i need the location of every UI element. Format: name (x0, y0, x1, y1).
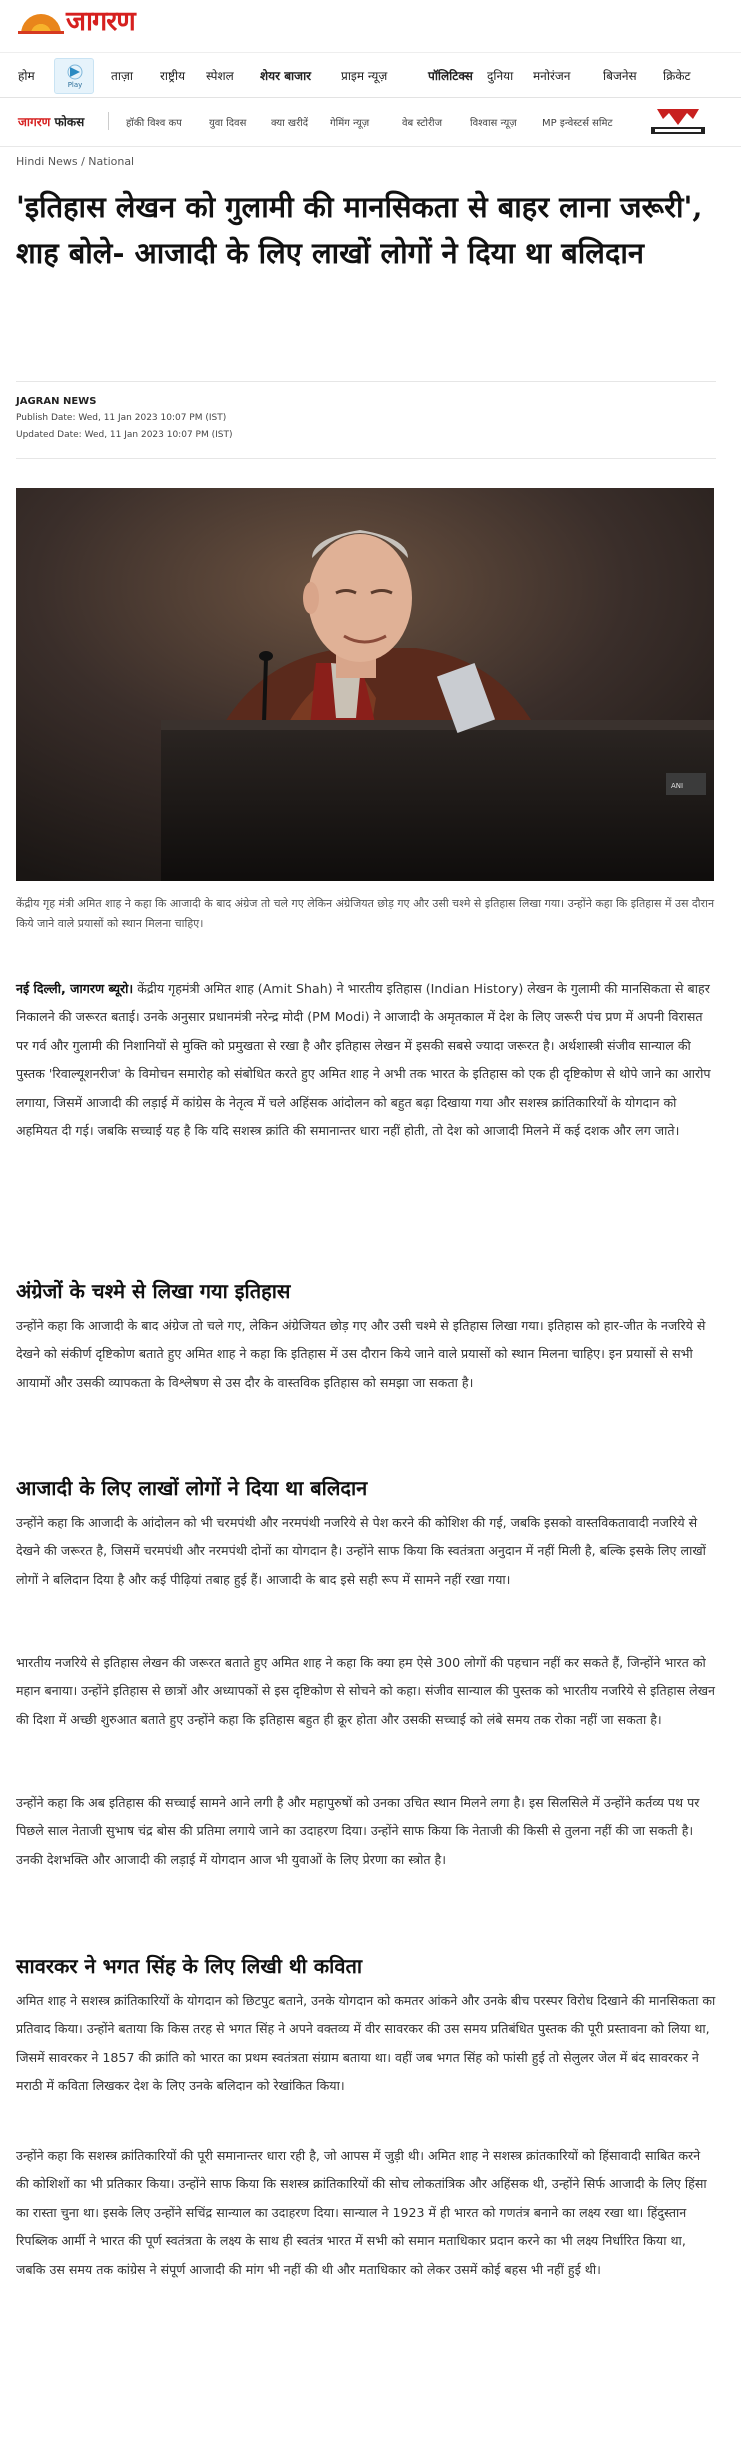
focus-item-web-stories[interactable]: वेब स्टोरीज (402, 118, 443, 129)
play-icon (67, 64, 83, 80)
nav-item-cricket[interactable]: क्रिकेट (663, 69, 691, 83)
nav-item-prime-news[interactable]: प्राइम न्यूज़ (341, 69, 388, 83)
focus-item-vishvas-news[interactable]: विश्वास न्यूज़ (470, 118, 517, 129)
focus-nav (0, 99, 741, 147)
svg-text:ANI: ANI (671, 782, 684, 790)
nav-item-special[interactable]: स्पेशल (206, 69, 234, 83)
article-photo (16, 488, 714, 881)
divider (16, 381, 716, 382)
sun-logo-icon (18, 10, 64, 34)
nav-item-entertainment[interactable]: मनोरंजन (533, 69, 571, 83)
breadcrumb-national[interactable]: National (88, 155, 135, 168)
breadcrumb-separator: / (81, 155, 85, 168)
brand-name: जागरण (66, 6, 135, 37)
article-paragraph (16, 975, 716, 1145)
photo-caption: केंद्रीय गृह मंत्री अमित शाह ने कहा कि आजादी के बाद अंग्रेज तो चले गए लेकिन अंग्रेजियत छोड़ गए और उसी चश्मे से इतिहास लिखा गया। उन्होंने कहा कि इतिहास में उस दौरान किये जाने वाले प्रयासों को स्थान मिलना चाहिए। (16, 897, 715, 930)
section-heading: सावरकर ने भगत सिंह के लिए लिखी थी कविता (16, 1954, 363, 1978)
focus-divider (108, 112, 109, 130)
focus-item-mp-summit[interactable]: MP इन्वेस्टर्स समिट (542, 118, 613, 129)
article-paragraph: उन्होंने कहा कि आजादी के आंदोलन को भी चरमपंथी और नरमपंथी नजरिये से पेश करने की कोशिश की गई, जबकि इसको वास्तविकतावादी नजरिये से देखने की जरूरत है, जिसमें चरमपंथी और नरमपंथी दोनों का योगदान है। उन्होंने साफ किया कि स्वतंत्रता अनुदान में नहीं मिली है, बल्कि इसके लिए लाखों लोगों ने बलिदान दिया है और कई पीढ़ियां तबाह हुई हैं। आजादी के बाद इसे सही रूप में सामने नहीं रखा गया। (16, 1515, 706, 1587)
section-heading: आजादी के लिए लाखों लोगों ने दिया था बलिदान (16, 1476, 368, 1500)
article-paragraph: अमित शाह ने सशस्त्र क्रांतिकारियों के योगदान को छिटपुट बताने, उनके योगदान को कमतर आंकने और उनके बीच परस्पर विरोध दिखाने की मानसिकता का प्रतिवाद किया। उन्होंने बताया कि किस तरह से भगत सिंह ने अपने वक्तव्य में वीर सावरकर की उस समय प्रतिबंधित पुस्तक की पूरी प्रस्तावना को लिया था, जिसमें सावरकर ने 1857 की क्रांति को भारत का प्रथम स्वतंत्रता संग्राम बताया था। वहीं जब भगत सिंह को फांसी हुई तो सेलुलर जेल में बंद सावरकर ने मराठी में कविता लिखकर देश के लिए उनके बलिदान को रेखांकित किया। (16, 1993, 716, 2094)
jagran-logo[interactable] (18, 8, 135, 35)
main-nav (0, 52, 741, 98)
breadcrumb-home[interactable]: Hindi News (16, 155, 78, 168)
nav-item-world[interactable]: दुनिया (487, 69, 514, 83)
article-headline: 'इतिहास लेखन को गुलामी की मानसिकता से बाहर लाना जरूरी', शाह बोले- आजादी के लिए लाखों लोगों ने दिया था बलिदान (16, 190, 703, 270)
nav-item-politics[interactable]: पॉलिटिक्स (428, 69, 473, 83)
article-paragraph: उन्होंने कहा कि सशस्त्र क्रांतिकारियों की पूरी समानान्तर धारा रही है, जो आपस में जुड़ी थी। अमित शाह ने सशस्त्र क्रांतकारियों को हिंसावादी साबित करने की कोशिशों का भी प्रतिकार किया। उन्होंने साफ किया कि सशस्त्र क्रांतिकारियों की सोच लोकतांत्रिक और अहिंसक थी, उन्होंने सिर्फ आजादी के लिए हिंसा का रास्ता चुना था। इसके लिए उन्होंने सचिंद्र सान्याल का उदाहरण दिया। सान्याल ने 1923 में ही भारत को गणतंत्र बनाने का लक्ष्य रखा था। हिंदुस्तान रिपब्लिक आर्मी ने भारत की पूर्ण स्वतंत्रता के लक्ष्य के साथ ही स्वतंत्र भारत में सभी को समान मताधिकार प्रदान करने का भी लक्ष्य निर्धारित किया था, जबकि उस समय तक कांग्रेस ने संपूर्ण आजादी की मांग भी नहीं की थी और मताधिकार को लेकर उसमें कोई बहस भी नहीं हुई थी। (16, 2148, 707, 2277)
paragraph-text: केंद्रीय गृहमंत्री अमित शाह (Amit Shah) ने भारतीय इतिहास (Indian History) लेखन के गुलामी की मानसिकता से बाहर निकालने की जरूरत बताई। उनके अनुसार प्रधानमंत्री नरेन्द्र मोदी (PM Modi) ने आजादी के अमृतकाल में देश के लिए जरूरी पंच प्रण में अपनी विरासत पर गर्व और गुलामी की निशानियों से मुक्ति को प्रमुखता से रखा है और इतिहास लेखन में इसकी सबसे ज्यादा जरूरत है। अर्थशास्त्री संजीव सान्याल की पुस्तक 'रिवाल्यूशनरीज' के विमोचन समारोह को संबोधित करते हुए अमित शाह ने अभी तक भारत के इतिहास को एक ही दृष्टिकोण से थोपे जाने का आरोप लगाया, जिसमें आजादी की लड़ाई में कांग्रेस के नेतृत्व में चले अहिंसक आंदोलन को बहुत बढ़ा दिखाया गया और सशस्त्र क्रांतिकारियों के योगदान को अहमियत दी गई। जबकि सच्चाई यह है कि यदि सशस्त्र क्रांति की समानान्तर धारा नहीं होती, तो देश को आजादी मिलने में कई दशक और लग जाते। (16, 981, 711, 1139)
jagran-focus-label (18, 113, 84, 130)
article-paragraph: उन्होंने कहा कि आजादी के बाद अंग्रेज तो चले गए, लेकिन अंग्रेजियत छोड़ गए और उसी चश्मे से इतिहास लिखा गया। इतिहास को हार-जीत के नजरिये से देखने को संकीर्ण दृष्टिकोण बताते हुए अमित शाह ने कहा कि इतिहास में उस दौरान किये जाने वाले प्रयासों को स्थान मिलना चाहिए। इन प्रयासों से सभी आयामों और उसकी व्यापकता के विश्लेषण से उस दौर के वास्तविक इतिहास को समझा जा सकता है। (16, 1318, 706, 1390)
article-paragraph: भारतीय नजरिये से इतिहास लेखन की जरूरत बताते हुए अमित शाह ने कहा कि क्या हम ऐसे 300 लोगों की पहचान नहीं कर सकते हैं, जिन्होंने भारत को महान बनाया। उन्होंने इतिहास से छात्रों और अध्यापकों से इस दृष्टिकोण से सोचने को कहा। संजीव सान्याल की पुस्तक को भारतीय नजरिये से इतिहास लेखन की दिशा में अच्छी शुरुआत बताते हुए उन्होंने कहा कि इतिहास बहुत ही क्रूर होता और उसकी सच्चाई को लंबे समय तक रोका नहीं जा सकता है। (16, 1655, 716, 1727)
focus-suffix: फोकस (54, 115, 85, 129)
breadcrumb (16, 155, 134, 168)
nav-item-national[interactable]: राष्ट्रीय (160, 69, 186, 83)
updated-date: Updated Date: Wed, 11 Jan 2023 10:07 PM (IST) (16, 430, 233, 440)
publish-date: Publish Date: Wed, 11 Jan 2023 10:07 PM (IST) (16, 413, 227, 423)
focus-item-kya-kharidein[interactable]: क्या खरीदें (271, 118, 309, 129)
focus-item-yuva-diwas[interactable]: युवा दिवस (209, 118, 247, 129)
logo-bar (0, 0, 741, 50)
divider (16, 458, 716, 459)
speaker-photo-illustration (16, 488, 714, 881)
nav-item-share-market[interactable]: शेयर बाजार (260, 69, 312, 83)
section-heading: अंग्रेजों के चश्मे से लिखा गया इतिहास (16, 1279, 291, 1303)
article-paragraph: उन्होंने कहा कि अब इतिहास की सच्चाई सामने आने लगी है और महापुरुषों को उनका उचित स्थान मिलने लगा है। इस सिलसिले में उन्होंने कर्तव्य पथ पर पिछले साल नेताजी सुभाष चंद्र बोस की प्रतिमा लगाये जाने का उदाहरण दिया। उन्होंने साफ किया कि नेताजी की किसी से तुलना नहीं की जा सकती है। उनकी देशभक्ति और आजादी की लड़ाई में योगदान आज भी युवाओं के लिए प्रेरणा का स्त्रोत है। (16, 1795, 700, 1867)
play-badge-label: Play (67, 81, 83, 89)
author-name[interactable]: JAGRAN NEWS (16, 396, 97, 407)
focus-prefix: जागरण (18, 115, 51, 129)
focus-item-hockey[interactable]: हॉकी विश्व कप (126, 118, 182, 129)
focus-item-gaming-news[interactable]: गेमिंग न्यूज़ (330, 118, 370, 129)
dateline: नई दिल्ली, जागरण ब्यूरो। (16, 981, 134, 996)
nav-item-business[interactable]: बिजनेस (603, 69, 637, 83)
tractor-logo[interactable] (647, 105, 709, 139)
play-badge[interactable] (54, 58, 94, 94)
nav-item-latest[interactable]: ताज़ा (111, 69, 133, 83)
nav-item-home[interactable]: होम (18, 69, 35, 83)
